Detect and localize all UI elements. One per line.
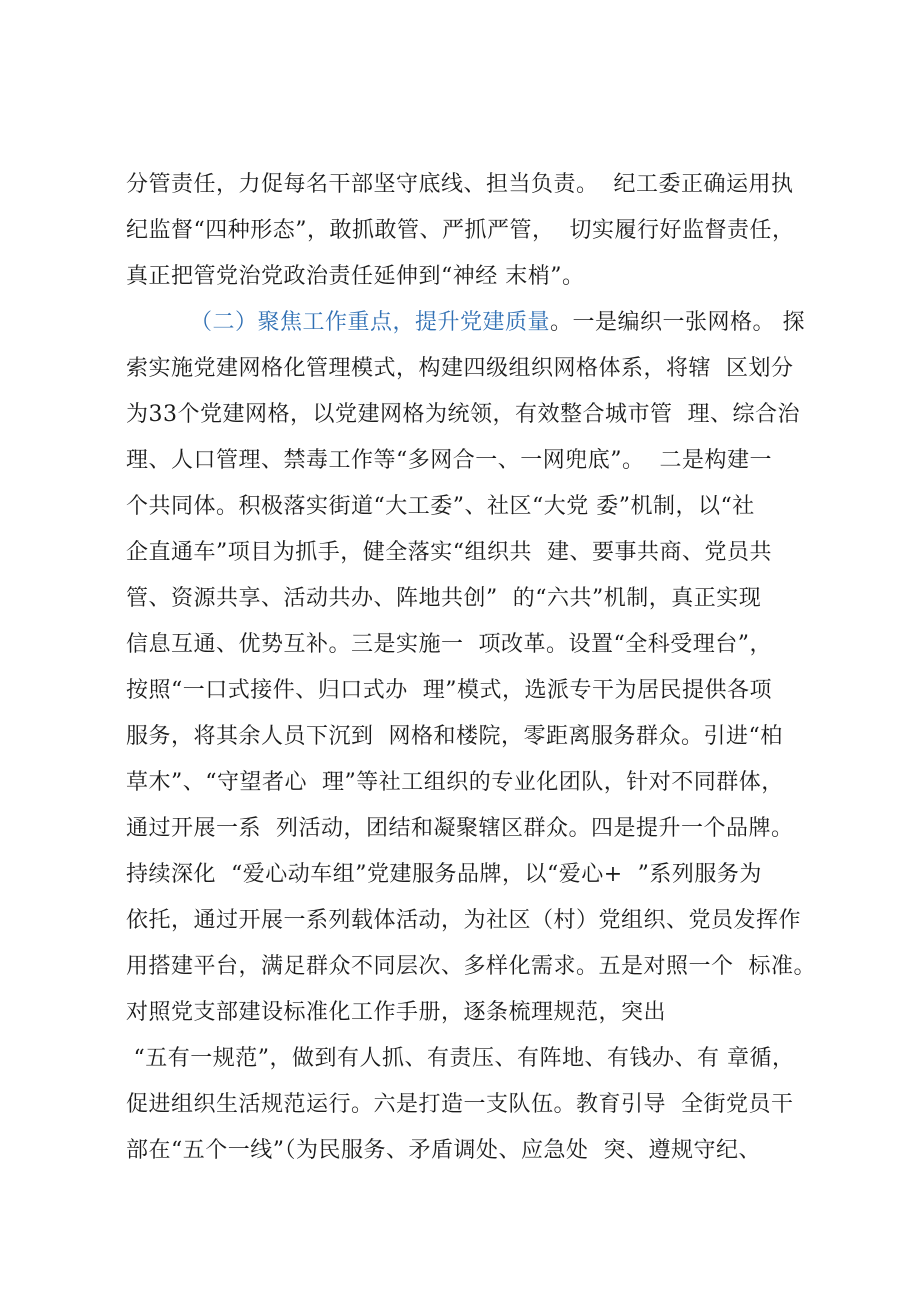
- line-text: 真正把管党治党政治责任延伸到“神经 末梢”。: [126, 264, 585, 289]
- line-text: 依托，通过开展一系列载体活动，为社区（村）党组织、党员发挥作: [126, 908, 802, 933]
- text-line-20: [126, 1044, 794, 1074]
- text-line-4: [190, 308, 805, 338]
- line-text: 为33个党建网格，以党建网格为统领，有效整合城市管 理、综合治: [126, 402, 800, 427]
- line-text: 分管责任，力促每名干部坚守底线、担当负责。 纪工委正确运用执: [126, 172, 794, 197]
- text-line-14: [126, 768, 784, 798]
- text-line-21: [126, 1090, 794, 1120]
- text-line-5: [126, 354, 794, 384]
- line-text: 持续深化 “爱心动车组”党建服务品牌，以“爱心+ ”系列服务为: [126, 862, 762, 887]
- line-text: 部在“五个一线”（为民服务、矛盾调处、应急处 突、遵规守纪、: [126, 1138, 761, 1163]
- text-line-18: [126, 952, 816, 982]
- text-line-7: [126, 446, 772, 476]
- text-line-10: [126, 584, 761, 614]
- text-line-2: [126, 216, 794, 246]
- line-text: 企直通车”项目为抓手，健全落实“组织共 建、要事共商、党员共: [126, 540, 772, 565]
- line-text: 促进组织生活规范运行。六是打造一支队伍。教育引导 全街党员干: [126, 1092, 794, 1117]
- line-text: 纪监督“四种形态”，敢抓敢管、严抓严管， 切实履行好监督责任，: [126, 218, 795, 243]
- text-line-1: [126, 170, 794, 200]
- text-line-19: [126, 998, 666, 1028]
- line-text: “五有一规范”，做到有人抓、有责压、有阵地、有钱办、有 章循，: [126, 1046, 795, 1071]
- line-text: 。一是编织一张网格。 探: [550, 310, 806, 335]
- section-heading: （二）聚焦工作重点，提升党建质量: [190, 310, 551, 335]
- line-text: 草木”、“守望者心 理”等社工组织的专业化团队，针对不同群体，: [126, 770, 784, 795]
- text-line-15: [126, 814, 794, 844]
- text-line-13: [126, 722, 783, 752]
- text-line-6: [126, 400, 800, 430]
- text-line-9: [126, 538, 772, 568]
- line-text: 信息互通、优势互补。三是实施一 项改革。设置“全科受理台”，: [126, 632, 772, 657]
- line-text: 对照党支部建设标准化工作手册，逐条梳理规范，突出: [126, 1000, 667, 1025]
- line-text: 个共同体。积极落实街道“大工委”、社区“大党 委”机制，以“社: [126, 494, 755, 519]
- text-line-22: [126, 1136, 761, 1166]
- text-line-8: [126, 492, 755, 522]
- text-line-3: [126, 262, 585, 292]
- line-text: 用搭建平台，满足群众不同层次、多样化需求。五是对照一个 标准。: [126, 954, 816, 979]
- text-line-12: [126, 676, 772, 706]
- text-line-16: [126, 860, 762, 890]
- line-text: 按照“一口式接件、归口式办 理”模式，选派专干为居民提供各项: [126, 678, 772, 703]
- line-text: 索实施党建网格化管理模式，构建四级组织网格体系，将辖 区划分: [126, 356, 794, 381]
- text-line-11: [126, 630, 772, 660]
- text-line-17: [126, 906, 801, 936]
- line-text: 通过开展一系 列活动，团结和凝聚辖区群众。四是提升一个品牌。: [126, 816, 794, 841]
- line-text: 理、人口管理、禁毒工作等“多网合一、一网兜底”。 二是构建一: [126, 448, 772, 473]
- line-text: 管、资源共享、活动共办、阵地共创” 的“六共”机制，真正实现: [126, 586, 762, 611]
- line-text: 服务，将其余人员下沉到 网格和楼院，零距离服务群众。引进“柏: [126, 724, 783, 749]
